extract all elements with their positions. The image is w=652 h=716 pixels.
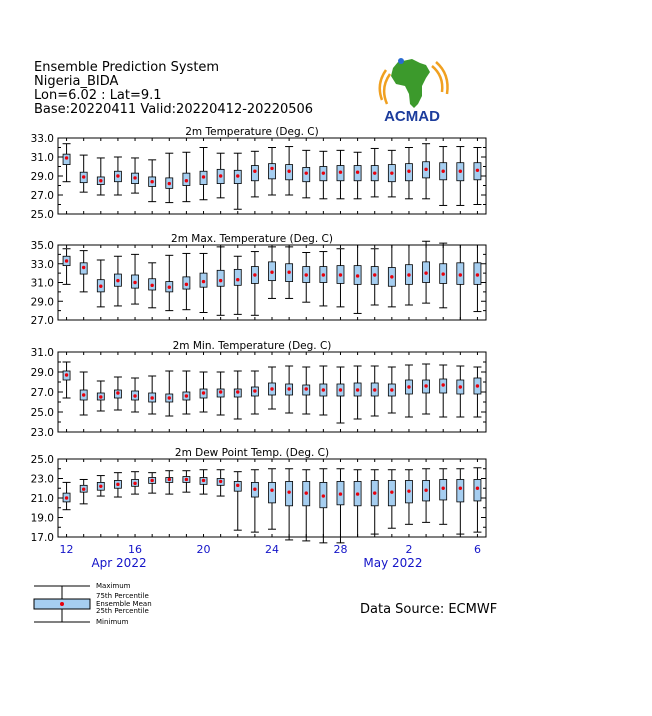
ensemble-mean-marker — [99, 395, 102, 398]
box-day-25 — [473, 245, 481, 312]
box-day-23 — [439, 469, 447, 525]
y-tick-label: 25.0 — [30, 407, 54, 419]
box-day-9 — [200, 372, 208, 412]
box-day-7 — [165, 371, 173, 416]
box-day-4 — [114, 256, 122, 306]
ensemble-mean-marker — [270, 270, 273, 273]
logo-text: ACMAD — [384, 108, 440, 125]
box-day-11 — [234, 371, 242, 419]
ensemble-mean-marker — [476, 384, 479, 387]
y-tick-label: 33.0 — [30, 133, 54, 145]
box-day-11 — [234, 472, 242, 531]
ensemble-mean-marker — [65, 156, 68, 159]
box-day-22 — [422, 241, 430, 303]
ensemble-mean-marker — [407, 170, 410, 173]
y-tick-label: 29.0 — [30, 296, 54, 309]
ensemble-mean-marker — [253, 389, 256, 392]
box-day-11 — [234, 256, 242, 314]
box-day-4 — [114, 157, 122, 195]
ensemble-mean-marker — [407, 273, 410, 276]
iqr-box — [269, 164, 276, 179]
chart-title: 2m Min. Temperature (Deg. C) — [172, 340, 332, 352]
ensemble-mean-marker — [442, 272, 445, 275]
box-day-17 — [336, 150, 344, 198]
ensemble-mean-marker — [168, 478, 171, 481]
header-line-4: Base:20220411 Valid:20220412-20220506 — [34, 102, 314, 117]
ensemble-mean-marker — [322, 388, 325, 391]
box-day-12 — [251, 151, 259, 197]
box-day-20 — [388, 245, 396, 307]
x-tick-label: 16 — [128, 543, 143, 556]
box-day-1 — [63, 249, 71, 285]
ensemble-mean-marker — [133, 281, 136, 284]
legend-mean-label: Ensemble Mean — [96, 600, 152, 608]
box-day-23 — [439, 147, 447, 206]
ensemble-mean-marker — [219, 174, 222, 177]
y-tick-label: 29.0 — [30, 171, 54, 183]
ensemble-mean-marker — [407, 489, 410, 492]
ensemble-mean-marker — [236, 174, 239, 177]
y-tick-label: 27.0 — [30, 190, 54, 202]
box-day-3 — [97, 476, 105, 496]
box-day-7 — [165, 471, 173, 494]
header-line-1: Ensemble Prediction System — [34, 60, 220, 75]
box-day-8 — [182, 471, 190, 492]
iqr-box — [251, 166, 258, 181]
box-day-6 — [148, 263, 156, 308]
box-day-3 — [97, 260, 105, 307]
ensemble-mean-marker — [82, 488, 85, 491]
box-day-21 — [405, 148, 413, 199]
ensemble-mean-marker — [356, 388, 359, 391]
header-line-2: Nigeria_BIDA — [34, 74, 119, 89]
y-tick-label: 21.0 — [30, 493, 54, 505]
box-day-19 — [371, 470, 379, 534]
box-day-22 — [422, 469, 430, 523]
box-day-9 — [200, 148, 208, 200]
box-day-22 — [422, 144, 430, 199]
ensemble-mean-marker — [390, 388, 393, 391]
box-day-4 — [114, 473, 122, 497]
ensemble-mean-marker — [185, 394, 188, 397]
iqr-box — [234, 269, 241, 285]
iqr-box — [269, 482, 276, 502]
ensemble-mean-marker — [305, 387, 308, 390]
ensemble-mean-marker — [150, 180, 153, 183]
box-day-20 — [388, 150, 396, 197]
ensemble-mean-marker — [424, 489, 427, 492]
ensemble-mean-marker — [322, 171, 325, 174]
ensemble-mean-marker — [287, 387, 290, 390]
ensemble-mean-marker — [150, 284, 153, 287]
box-day-15 — [302, 470, 310, 541]
chart-panel-2 — [31, 233, 486, 327]
ensemble-mean-marker — [305, 171, 308, 174]
ensemble-mean-marker — [424, 384, 427, 387]
ensemble-mean-marker — [339, 273, 342, 276]
ensemble-mean-marker — [99, 179, 102, 182]
box-day-3 — [97, 381, 105, 411]
ensemble-mean-marker — [270, 167, 273, 170]
ensemble-mean-marker — [168, 285, 171, 288]
box-day-15 — [302, 253, 310, 303]
ensemble-mean-marker — [116, 483, 119, 486]
ensemble-mean-marker — [219, 390, 222, 393]
ensemble-mean-marker — [270, 387, 273, 390]
ensemble-mean-marker — [133, 394, 136, 397]
box-day-15 — [302, 150, 310, 198]
ensemble-mean-marker — [356, 492, 359, 495]
ensemble-mean-marker — [356, 171, 359, 174]
box-day-3 — [97, 158, 105, 195]
ensemble-mean-marker — [442, 487, 445, 490]
box-day-6 — [148, 473, 156, 493]
ensemble-mean-marker — [339, 171, 342, 174]
box-day-10 — [217, 247, 225, 315]
month-label: Apr 2022 — [91, 556, 147, 570]
ensemble-mean-marker — [476, 169, 479, 172]
iqr-box — [474, 479, 481, 500]
ensemble-mean-marker — [305, 273, 308, 276]
box-day-20 — [388, 367, 396, 413]
ensemble-mean-marker — [185, 179, 188, 182]
ensemble-mean-marker — [322, 494, 325, 497]
ensemble-mean-marker — [168, 396, 171, 399]
y-tick-label: 25.0 — [30, 454, 54, 466]
ensemble-mean-marker — [424, 271, 427, 274]
box-day-10 — [217, 470, 225, 496]
box-day-25 — [473, 367, 481, 417]
ensemble-mean-marker — [202, 479, 205, 482]
box-day-2 — [80, 479, 88, 503]
box-day-6 — [148, 376, 156, 414]
ensemble-mean-marker — [202, 280, 205, 283]
box-day-6 — [148, 160, 156, 202]
ensemble-mean-marker — [219, 279, 222, 282]
legend-maximum-label: Maximum — [96, 582, 131, 590]
ensemble-mean-marker — [82, 266, 85, 269]
chart-panel-4 — [31, 447, 486, 570]
box-day-25 — [473, 468, 481, 532]
box-day-5 — [131, 158, 139, 193]
legend-minimum-label: Minimum — [96, 618, 129, 626]
ensemble-mean-marker — [339, 388, 342, 391]
box-day-18 — [354, 366, 362, 419]
box-day-23 — [439, 243, 447, 308]
x-tick-label: 20 — [196, 543, 211, 556]
box-day-24 — [456, 147, 464, 206]
y-tick-label: 29.0 — [30, 367, 54, 379]
iqr-box — [217, 270, 224, 286]
box-day-15 — [302, 367, 310, 414]
box-day-21 — [405, 365, 413, 417]
ensemble-mean-marker — [202, 175, 205, 178]
box-day-10 — [217, 153, 225, 198]
ensemble-mean-marker — [459, 385, 462, 388]
ensemble-mean-marker — [322, 273, 325, 276]
chart-title: 2m Dew Point Temp. (Deg. C) — [174, 447, 330, 459]
y-tick-label: 27.0 — [30, 387, 54, 399]
ensemble-mean-marker — [116, 391, 119, 394]
ensemble-mean-marker — [442, 383, 445, 386]
ensemble-mean-marker — [287, 170, 290, 173]
y-tick-label: 31.0 — [30, 277, 54, 290]
ensemble-mean-marker — [65, 496, 68, 499]
ensemble-mean-marker — [373, 171, 376, 174]
x-tick-label: 12 — [59, 543, 74, 556]
ensemble-mean-marker — [459, 487, 462, 490]
ensemble-mean-marker — [373, 491, 376, 494]
y-tick-label: 17.0 — [30, 532, 54, 544]
ensemble-mean-marker — [185, 283, 188, 286]
box-day-24 — [456, 245, 464, 320]
box-day-19 — [371, 366, 379, 416]
ensemble-mean-marker — [219, 480, 222, 483]
box-day-18 — [354, 470, 362, 537]
box-day-12 — [251, 470, 259, 532]
box-day-17 — [336, 469, 344, 543]
box-day-4 — [114, 377, 122, 410]
box-day-10 — [217, 372, 225, 415]
chart-title: 2m Temperature (Deg. C) — [185, 126, 319, 138]
box-day-7 — [165, 255, 173, 310]
y-tick-label: 23.0 — [30, 427, 54, 439]
data-source: Data Source: ECMWF — [360, 602, 498, 617]
y-tick-label: 25.0 — [30, 209, 54, 221]
y-tick-label: 31.0 — [30, 152, 54, 164]
ensemble-mean-marker — [305, 491, 308, 494]
box-day-13 — [268, 367, 276, 409]
x-tick-label: 24 — [265, 543, 279, 556]
box-day-14 — [285, 366, 293, 413]
ensemble-mean-marker — [390, 490, 393, 493]
box-day-12 — [251, 252, 259, 316]
y-tick-label: 23.0 — [30, 473, 54, 486]
box-day-1 — [63, 144, 71, 182]
iqr-box — [457, 479, 464, 501]
ensemble-mean-marker — [65, 373, 68, 376]
x-tick-label: 2 — [405, 543, 413, 556]
box-day-13 — [268, 148, 276, 196]
box-day-13 — [268, 469, 276, 529]
ensemble-mean-marker — [253, 273, 256, 276]
x-tick-label: 6 — [473, 543, 481, 556]
ensemble-mean-marker — [150, 479, 153, 482]
ensemble-mean-marker — [424, 168, 427, 171]
box-day-24 — [456, 366, 464, 417]
y-tick-label: 33.0 — [30, 258, 54, 271]
ensemble-mean-marker — [356, 274, 359, 277]
ensemble-mean-marker — [270, 489, 273, 492]
box-day-2 — [80, 251, 88, 292]
box-day-18 — [354, 152, 362, 199]
box-day-22 — [422, 364, 430, 414]
ensemble-mean-marker — [407, 385, 410, 388]
legend-p75-label: 75th Percentile — [96, 592, 149, 600]
ensemble-mean-marker — [236, 390, 239, 393]
ensemble-mean-marker — [390, 275, 393, 278]
box-day-8 — [182, 152, 190, 201]
ensemble-mean-marker — [168, 182, 171, 185]
ensemble-mean-marker — [339, 492, 342, 495]
box-day-14 — [285, 469, 293, 540]
box-day-19 — [371, 249, 379, 305]
box-day-16 — [319, 469, 327, 543]
y-tick-label: 31.0 — [30, 347, 54, 359]
ensemble-mean-marker — [476, 273, 479, 276]
legend — [30, 580, 170, 630]
ensemble-mean-marker — [253, 488, 256, 491]
box-day-1 — [63, 482, 71, 509]
box-day-9 — [200, 470, 208, 494]
header-line-3: Lon=6.02 : Lat=9.1 — [34, 88, 162, 103]
ensemble-mean-marker — [236, 278, 239, 281]
ensemble-mean-marker — [150, 396, 153, 399]
chart-panel-3 — [31, 340, 486, 439]
box-day-16 — [319, 252, 327, 306]
box-day-21 — [405, 245, 413, 305]
box-day-5 — [131, 254, 139, 304]
box-day-20 — [388, 470, 396, 528]
box-day-2 — [80, 155, 88, 192]
box-day-8 — [182, 253, 190, 309]
box-day-16 — [319, 151, 327, 199]
ensemble-mean-marker — [133, 482, 136, 485]
ensemble-mean-marker — [133, 176, 136, 179]
month-label: May 2022 — [363, 556, 423, 570]
ensemble-mean-marker — [476, 487, 479, 490]
ensemble-mean-marker — [373, 388, 376, 391]
box-day-13 — [268, 247, 276, 299]
box-day-19 — [371, 148, 379, 196]
ensemble-mean-marker — [442, 170, 445, 173]
ensemble-mean-marker — [253, 170, 256, 173]
y-tick-label: 27.0 — [30, 315, 54, 327]
box-day-14 — [285, 147, 293, 195]
box-day-8 — [182, 371, 190, 414]
legend-mean-dot — [60, 602, 64, 606]
box-day-21 — [405, 470, 413, 525]
box-day-9 — [200, 253, 208, 312]
ensemble-mean-marker — [99, 285, 102, 288]
box-day-5 — [131, 472, 139, 494]
legend-p25-label: 25th Percentile — [96, 607, 149, 615]
box-day-2 — [80, 372, 88, 415]
box-day-17 — [336, 249, 344, 307]
ensemble-mean-marker — [287, 490, 290, 493]
ensemble-mean-marker — [99, 485, 102, 488]
ensemble-mean-marker — [373, 273, 376, 276]
box-day-5 — [131, 378, 139, 412]
ensemble-mean-marker — [185, 478, 188, 481]
box-day-17 — [336, 367, 344, 423]
ensemble-mean-marker — [65, 259, 68, 262]
ensemble-mean-marker — [116, 279, 119, 282]
box-day-23 — [439, 365, 447, 417]
ensemble-mean-marker — [459, 273, 462, 276]
box-day-12 — [251, 371, 259, 414]
chart-title: 2m Max. Temperature (Deg. C) — [171, 233, 333, 245]
box-day-7 — [165, 153, 173, 202]
chart-panel-1 — [31, 126, 486, 221]
box-day-11 — [234, 153, 242, 209]
ensemble-mean-marker — [82, 175, 85, 178]
ensemble-mean-marker — [236, 484, 239, 487]
y-tick-label: 35.0 — [30, 240, 54, 252]
ensemble-mean-marker — [202, 391, 205, 394]
box-day-18 — [354, 245, 362, 313]
box-day-1 — [63, 362, 71, 398]
x-tick-label: 28 — [333, 543, 348, 556]
ensemble-mean-marker — [82, 393, 85, 396]
ensemble-mean-marker — [459, 170, 462, 173]
ensemble-mean-marker — [390, 171, 393, 174]
y-tick-label: 19.0 — [30, 512, 54, 525]
box-day-25 — [473, 148, 481, 205]
box-day-14 — [285, 247, 293, 299]
box-day-16 — [319, 366, 327, 415]
box-day-24 — [456, 469, 464, 534]
ensemble-mean-marker — [287, 270, 290, 273]
ensemble-mean-marker — [116, 174, 119, 177]
